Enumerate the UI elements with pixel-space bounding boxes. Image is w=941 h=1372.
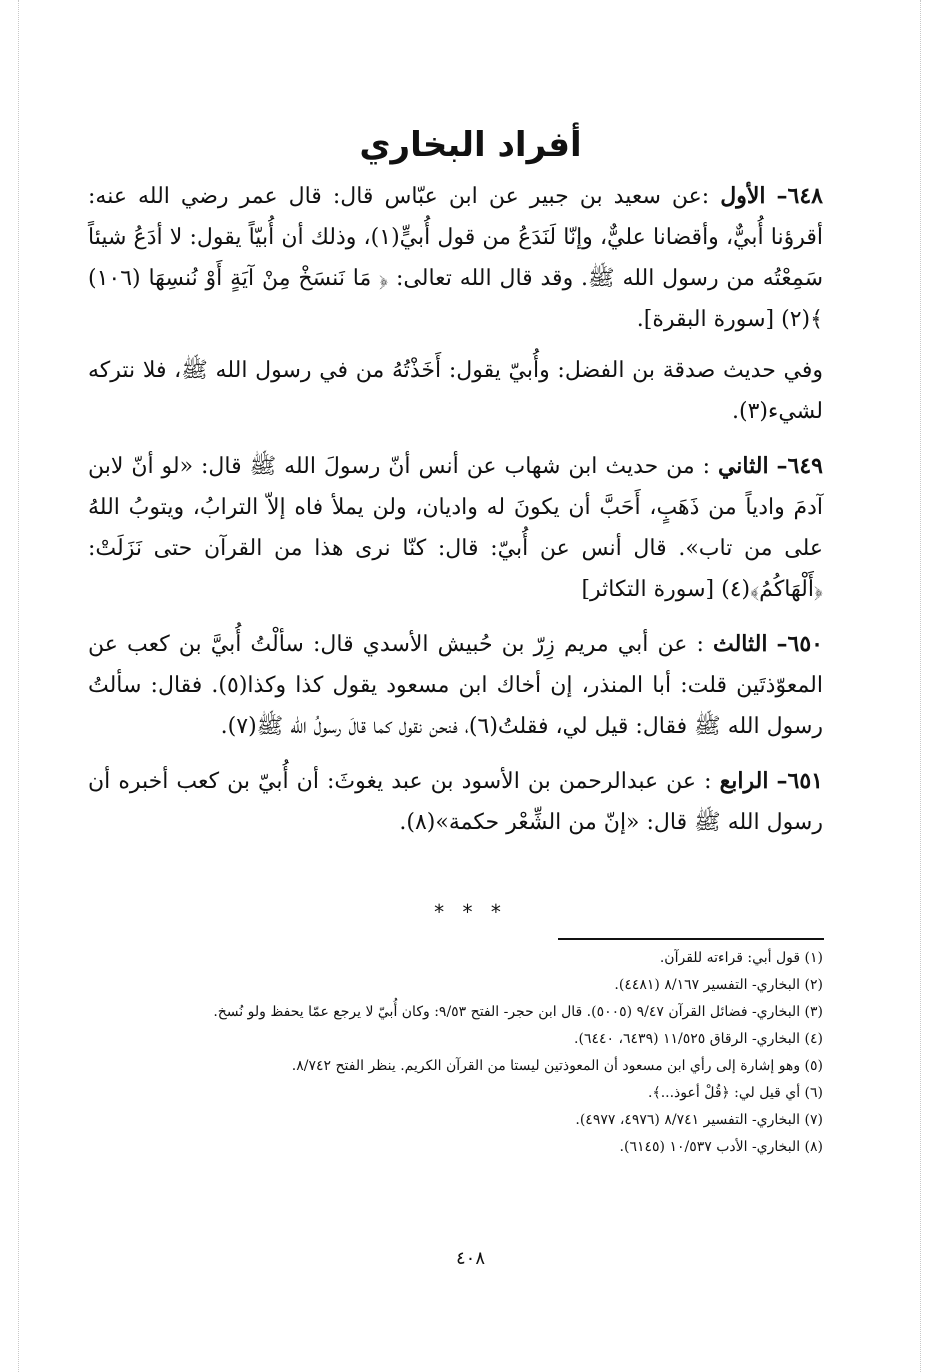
hadith-ordinal: الأول [720,183,766,209]
footnote-rule [558,938,824,940]
hadith-648-note [88,350,823,432]
hadith-ordinal: الرابع [719,768,769,794]
footnote-item: (٢) البخاري- التفسير ٨/١٦٧ (٤٤٨١). [614,977,823,993]
footnote-item: (٦) أي قيل لي: ﴿قُلْ أعوذ...﴾. [648,1085,823,1101]
hadith-ordinal: الثاني [717,453,769,479]
footnote-item: (٣) البخاري- فضائل القرآن ٩/٤٧ (٥٠٠٥). قال ابن حجر- الفتح ٩/٥٣: وكان أُبيّ لا يرجع عمّا يحفظ ولو نُسخ. [213,1004,823,1020]
page-number: ٤٠٨ [455,1248,485,1269]
hadith-number: ٦٤٩– [776,453,823,479]
section-separator: * * * [434,900,507,924]
hadith-ordinal: الثالث [712,631,768,657]
margin-dotted-line-left [18,0,19,1372]
hadith-text: : من حديث ابن شهاب عن أنس أنّ رسولَ الله ﷺ قال: «لو أنّ لابن آدمَ وادياً من ذَهَبٍ، أَحَبَّ أن يكونَ له واديان، ولن يملأ فاه إلاّ الترابُ، ويتوبُ اللهُ على من تاب». قال أنس عن أُبيّ: قال: كنّا نرى هذا من القرآن حتى نَزَلَتْ: ﴿أَلْهَاكُمُ﴾(٤) [سورة التكاثر] [88,454,823,602]
hadith-649 [88,446,823,610]
hadith-text: : عن أبي مريم زِرّ بن حُبيش الأسدي قال: سألْتُ أُبيَّ بن كعب عن المعوّذتَين قلت: أبا المنذر، إن أخاك ابن مسعود يقول كذا وكذا(٥). فقال: سألتُ رسول الله ﷺ فقال: قيل لي، فقلتُ(٦)، فنحن نقول كما قالَ رسولُ الله ﷺ(٧). [88,632,823,739]
footnote-item: (٥) وهو إشارة إلى رأي ابن مسعود أن المعوذتين ليستا من القرآن الكريم. ينظر الفتح ٨/٧٤٢. [291,1058,823,1074]
footnotes [118,945,823,1161]
footnote-item: (٨) البخاري- الأدب ١٠/٥٣٧ (٦١٤٥). [619,1139,823,1155]
page-title: أفراد البخاري [359,125,582,165]
footnote-item: (٤) البخاري- الرقاق ١١/٥٢٥ (٦٤٣٩، ٦٤٤٠). [574,1031,823,1047]
hadith-number: ٦٥٠– [776,631,823,657]
hadith-number: ٦٥١– [776,768,823,794]
hadith-text: : عن عبدالرحمن بن الأسود بن عبد يغوثَ: أن أُبيّ بن كعب أخبره أن رسول الله ﷺ قال: «إنّ من الشِّعْر حكمة»(٨). [88,769,823,835]
hadith-text: :عن سعيد بن جبير عن ابن عبّاس قال: قال عمر رضي الله عنه: أقرؤنا أُبيٌّ، وأقضانا عليٌّ، وإنّا لَنَدَعُ من قول أُبيٍّ(١)، وذلك أن أُبيّاً يقول: لا أدَعُ شيئاً سَمِعْتُه من رسول الله ﷺ. وقد قال الله تعالى: ﴿ مَا نَنسَخْ مِنْ آيَةٍ أَوْ نُنسِهَا (١٠٦) ﴾(٢) [سورة البقرة]. [88,184,823,332]
footnote-item: (٧) البخاري- التفسير ٨/٧٤١ (٤٩٧٦، ٤٩٧٧). [575,1112,823,1128]
footnote-item: (١) قول أبي: قراءته للقرآن. [659,950,823,966]
hadith-650 [88,624,823,747]
margin-dotted-line-right [920,0,921,1372]
hadith-648 [88,176,823,340]
hadith-651 [88,761,823,843]
body-text [88,176,823,857]
hadith-number: ٦٤٨– [776,183,823,209]
hadith-text: وفي حديث صدقة بن الفضل: وأُبيّ يقول: أَخَذْتُهُ من في رسول الله ﷺ، فلا نتركه لشيء(٣). [88,358,823,424]
